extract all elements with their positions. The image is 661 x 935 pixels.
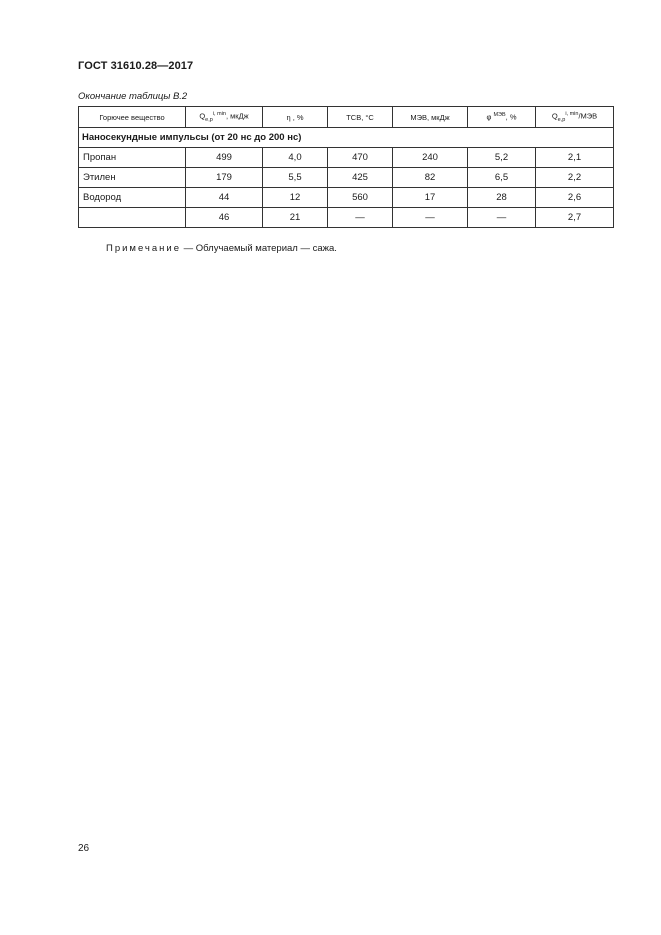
symbol-base: Q [199, 111, 206, 121]
symbol-subscript: e,p [557, 117, 566, 123]
table-row [79, 148, 614, 168]
page-number: 26 [78, 843, 90, 854]
value-cell: — [328, 208, 393, 228]
value-cell: 2,1 [536, 148, 614, 168]
value-cell: 2,6 [536, 188, 614, 208]
table-body [79, 148, 614, 228]
value-cell: 2,7 [536, 208, 614, 228]
substance-cell: Этилен [79, 168, 186, 188]
symbol-superscript: i, min [565, 111, 579, 117]
table-note [106, 243, 337, 254]
column-header-label: ТСВ, °С [346, 112, 374, 122]
table-section-row [79, 128, 614, 148]
value-cell: 46 [186, 208, 263, 228]
column-header-concentration [468, 107, 536, 128]
substance-cell: Пропан [79, 148, 186, 168]
symbol-base: φ [486, 112, 492, 122]
value-cell: 17 [393, 188, 468, 208]
value-cell: 179 [186, 168, 263, 188]
column-header-label: η , % [286, 112, 304, 122]
table-caption: Окончание таблицы В.2 [78, 91, 188, 102]
value-cell: 5,5 [263, 168, 328, 188]
substance-cell [79, 208, 186, 228]
data-table [78, 106, 614, 228]
table-row [79, 208, 614, 228]
note-label: Примечание [106, 243, 181, 254]
value-cell: 12 [263, 188, 328, 208]
value-cell: 5,2 [468, 148, 536, 168]
symbol-subscript: e,p [205, 117, 213, 123]
value-cell: 4,0 [263, 148, 328, 168]
column-header-ratio [536, 107, 614, 128]
unit-label: , мкДж [225, 111, 249, 121]
column-header-autoignition-temp [328, 107, 393, 128]
value-cell: 425 [328, 168, 393, 188]
value-cell: 240 [393, 148, 468, 168]
column-header-substance [79, 107, 186, 128]
value-cell: — [468, 208, 536, 228]
value-cell: 44 [186, 188, 263, 208]
unit-label: /МЭВ [578, 111, 598, 121]
symbol-base: Q [551, 111, 558, 121]
value-cell: — [393, 208, 468, 228]
note-text: — Облучаемый материал — сажа. [181, 243, 337, 254]
value-cell: 21 [263, 208, 328, 228]
table-header-row [79, 107, 614, 128]
value-cell: 470 [328, 148, 393, 168]
substance-cell: Водород [79, 188, 186, 208]
value-cell: 28 [468, 188, 536, 208]
column-header-label: Горючее вещество [99, 112, 165, 122]
table-row [79, 188, 614, 208]
unit-label: , % [505, 112, 517, 122]
value-cell: 560 [328, 188, 393, 208]
symbol-superscript: МЭВ [493, 112, 506, 119]
table-row [79, 168, 614, 188]
column-header-ignition-energy [186, 107, 263, 128]
value-cell: 2,2 [536, 168, 614, 188]
column-header-efficiency [263, 107, 328, 128]
value-cell: 82 [393, 168, 468, 188]
value-cell: 499 [186, 148, 263, 168]
section-title: Наносекундные импульсы (от 20 нс до 200 нс) [79, 128, 614, 148]
column-header-mie [393, 107, 468, 128]
value-cell: 6,5 [468, 168, 536, 188]
document-header: ГОСТ 31610.28—2017 [78, 60, 194, 72]
symbol-superscript: i, min [212, 111, 226, 117]
column-header-label: МЭВ, мкДж [410, 112, 450, 122]
